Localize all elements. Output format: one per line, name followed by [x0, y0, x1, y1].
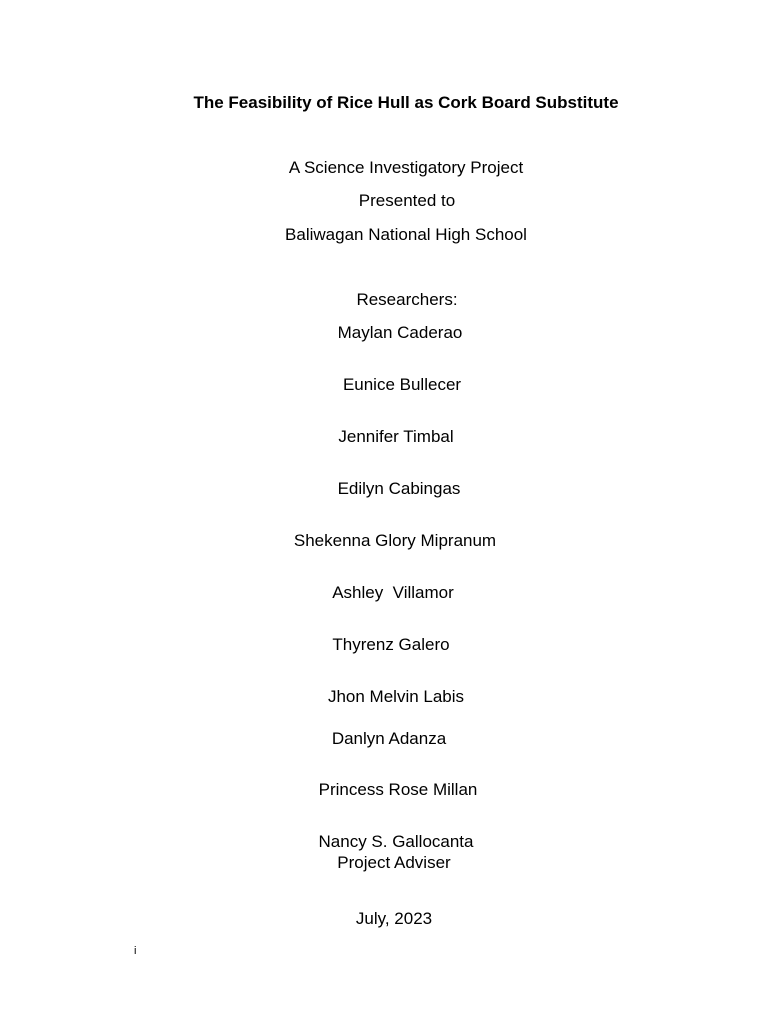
- researcher-name: Ashley Villamor: [332, 583, 454, 602]
- researcher-name: Princess Rose Millan: [318, 780, 478, 799]
- page-number: i: [134, 945, 137, 957]
- researchers-heading: Researchers:: [356, 290, 458, 309]
- researcher-name: Shekenna Glory Mipranum: [293, 531, 497, 550]
- researcher-name: Thyrenz Galero: [332, 635, 450, 654]
- researcher-name: Danlyn Adanza: [331, 729, 447, 748]
- researcher-name: Maylan Caderao: [337, 323, 463, 342]
- researcher-name: Jennifer Timbal: [338, 427, 454, 446]
- researcher-name: Edilyn Cabingas: [337, 479, 461, 498]
- adviser-name: Nancy S. Gallocanta: [318, 832, 474, 851]
- document-date: July, 2023: [355, 909, 433, 928]
- project-type: A Science Investigatory Project: [288, 158, 524, 177]
- document-title: The Feasibility of Rice Hull as Cork Board Substitute: [193, 93, 619, 112]
- adviser-role: Project Adviser: [337, 853, 451, 872]
- researcher-name: Eunice Bullecer: [342, 375, 462, 394]
- researcher-name: Jhon Melvin Labis: [327, 687, 465, 706]
- school-name: Baliwagan National High School: [285, 225, 527, 244]
- presented-to: Presented to: [358, 191, 456, 210]
